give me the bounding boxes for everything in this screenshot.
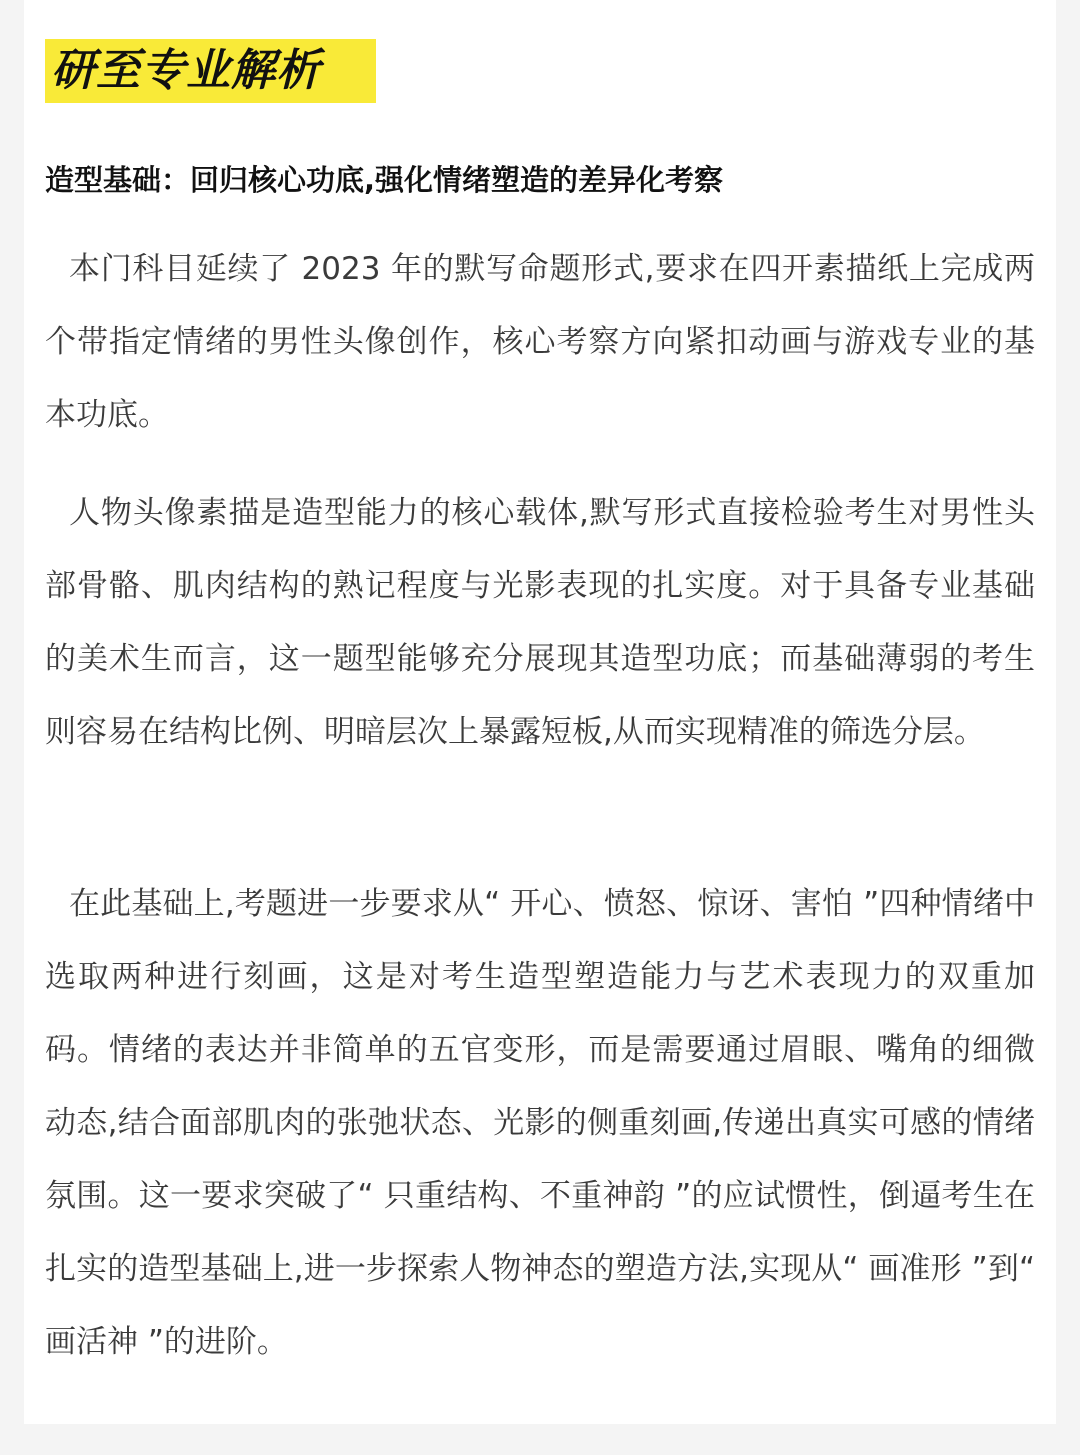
section-banner: [45, 39, 376, 103]
section-title: 研至专业解析: [51, 45, 321, 96]
article-card: [24, 0, 1056, 1424]
article-paragraph-1: 本门科目延续了 2023 年的默写命题形式,要求在四开素描纸上完成两个带指定情绪的男性头像创作，核心考察方向紧扣动画与游戏专业的基本功底。: [45, 251, 1035, 433]
article-subheading: 造型基础：回归核心功底,强化情绪塑造的差异化考察: [45, 163, 724, 197]
article-paragraph-3: 在此基础上,考题进一步要求从“ 开心、愤怒、惊讶、害怕 ”四种情绪中选取两种进行刻画，这是对考生造型塑造能力与艺术表现力的双重加码。情绪的表达并非简单的五官变形，而是需要通过眉眼、嘴角的细微动态,结合面部肌肉的张弛状态、光影的侧重刻画,传递出真实可感的情绪氛围。这一要求突破了“ 只重结构、不重神韵 ”的应试惯性，倒逼考生在扎实的造型基础上,进一步探索人物神态的塑造方法,实现从“ 画准形 ”到“ 画活神 ”的进阶。: [45, 886, 1035, 1360]
article-paragraph-2: 人物头像素描是造型能力的核心载体,默写形式直接检验考生对男性头部骨骼、肌肉结构的熟记程度与光影表现的扎实度。对于具备专业基础的美术生而言，这一题型能够充分展现其造型功底；而基础薄弱的考生则容易在结构比例、明暗层次上暴露短板,从而实现精准的筛选分层。: [45, 495, 1035, 750]
